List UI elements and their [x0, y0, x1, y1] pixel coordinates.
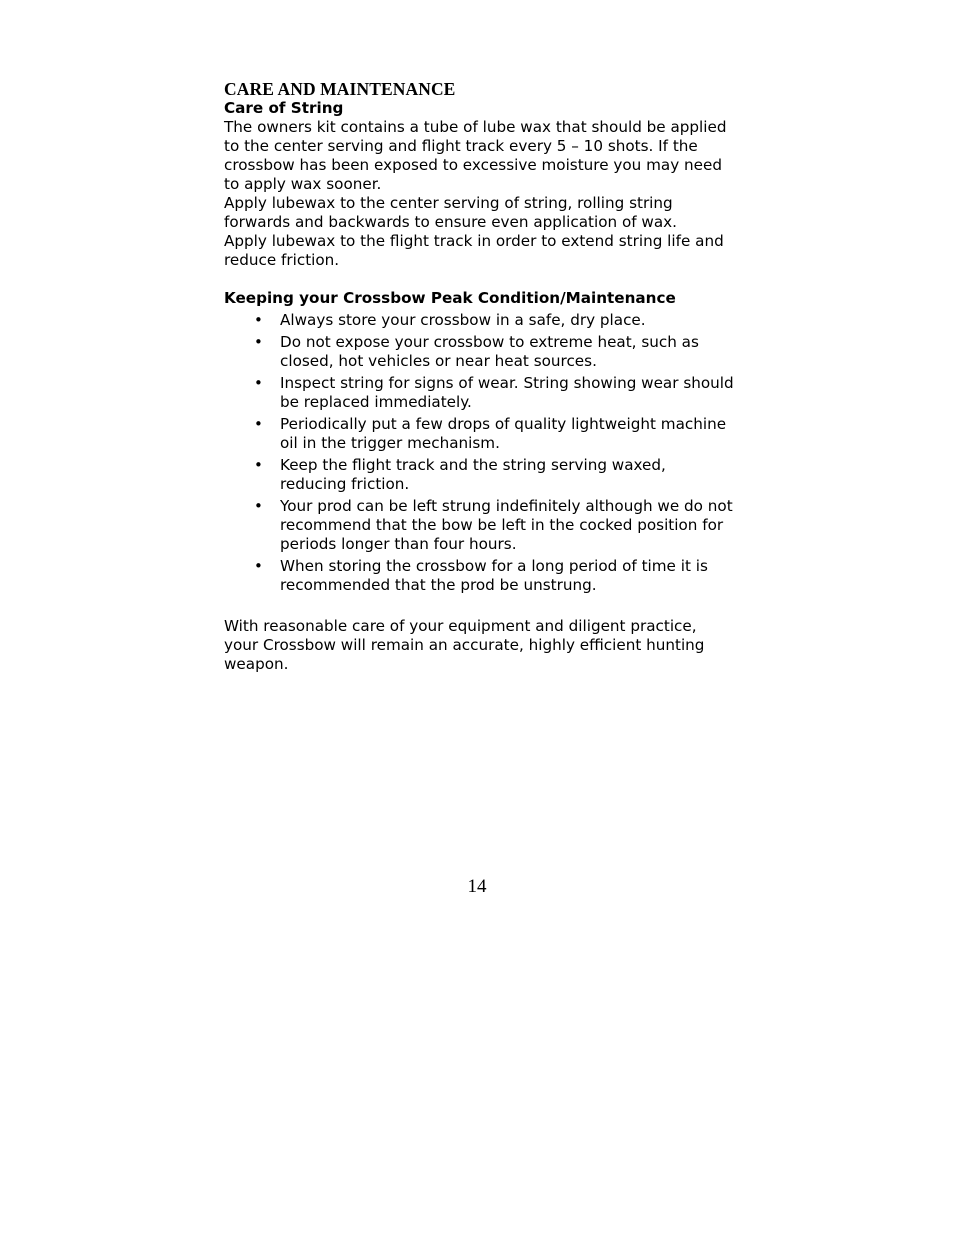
bullet-icon: •: [254, 456, 263, 474]
care-of-string-paragraph: Apply lubewax to the center serving of string, rolling string forwards and backwards to ensure even application of wax.: [224, 194, 677, 231]
bullet-icon: •: [254, 311, 263, 329]
closing-paragraph: With reasonable care of your equipment and diligent practice, your Crossbow will remain an accurate, highly efficient hunting weapon.: [224, 617, 705, 673]
care-of-string-paragraph: The owners kit contains a tube of lube wax that should be applied to the center serving and flight track every 5 – 10 shots. If the crossbow has been exposed to excessive moisture you may need to apply wax sooner.: [224, 118, 727, 193]
care-of-string-paragraph: Apply lubewax to the flight track in order to extend string life and reduce friction.: [224, 232, 724, 269]
list-item-text: Keep the flight track and the string serving waxed, reducing friction.: [280, 456, 666, 493]
list-item-text: Periodically put a few drops of quality lightweight machine oil in the trigger mechanism.: [280, 415, 727, 452]
bullet-icon: •: [254, 415, 263, 433]
peak-condition-heading: Keeping your Crossbow Peak Condition/Maintenance: [224, 289, 676, 307]
list-item: [224, 374, 734, 412]
spacer: [224, 598, 734, 617]
list-item: [224, 311, 734, 330]
list-item-text: When storing the crossbow for a long period of time it is recommended that the prod be unstrung.: [280, 557, 708, 594]
list-item: [224, 415, 734, 453]
bullet-icon: •: [254, 497, 263, 515]
spacer: [224, 270, 734, 289]
maintenance-list: [224, 311, 734, 595]
bullet-icon: •: [254, 333, 263, 351]
list-item: [224, 497, 734, 554]
list-item: [224, 333, 734, 371]
care-of-string-heading: Care of String: [224, 99, 344, 117]
section-title: CARE AND MAINTENANCE: [224, 79, 456, 99]
list-item: [224, 456, 734, 494]
list-item-text: Inspect string for signs of wear. String showing wear should be replaced immediately.: [280, 374, 734, 411]
list-item-text: Do not expose your crossbow to extreme heat, such as closed, hot vehicles or near heat sources.: [280, 333, 699, 370]
bullet-icon: •: [254, 374, 263, 392]
document-page: [224, 79, 734, 674]
list-item-text: Your prod can be left strung indefinitely although we do not recommend that the bow be left in the cocked position for periods longer than four hours.: [280, 497, 733, 553]
bullet-icon: •: [254, 557, 263, 575]
list-item-text: Always store your crossbow in a safe, dry place.: [280, 311, 646, 329]
page-number: 14: [467, 876, 487, 897]
list-item: [224, 557, 734, 595]
